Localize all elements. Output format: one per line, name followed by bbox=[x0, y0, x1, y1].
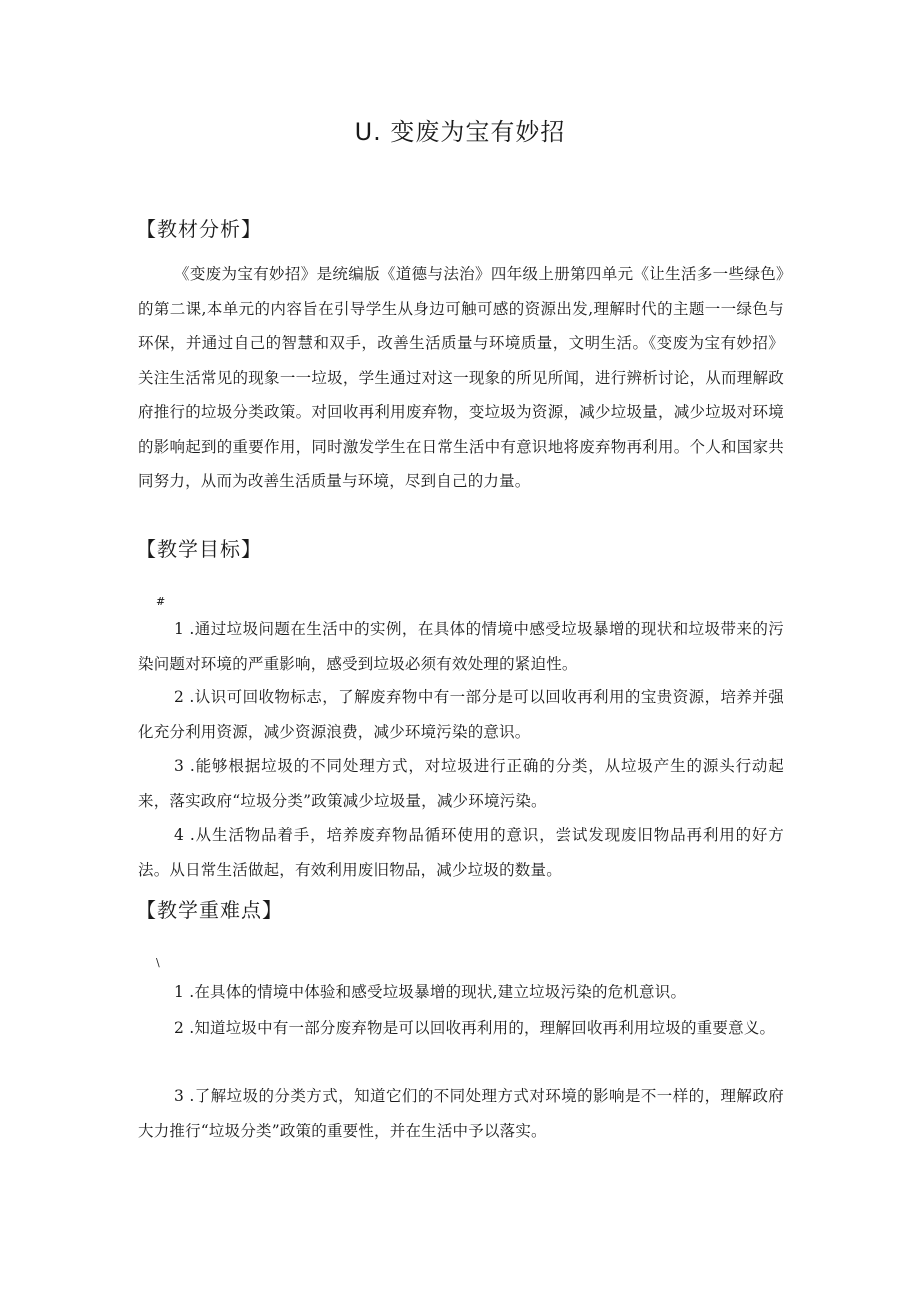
goal-item-3: 3 .能够根据垃圾的不同处理方式，对垃圾进行正确的分类，从垃圾产生的源头行动起来，落实政府“垃圾分类”政策减少垃圾量，减少环境污染。 bbox=[138, 757, 784, 810]
section-heading-teaching-goals: 【教学目标】 bbox=[136, 537, 262, 561]
goal-item-2: 2 .认识可回收物标志，了解废弃物中有一部分是可以回收再利用的宝贵资源，培养并强化充分利用资源，减少资源浪费，减少环境污染的意识。 bbox=[138, 688, 784, 741]
section-heading-key-difficulties: 【教学重难点】 bbox=[136, 898, 283, 922]
stray-mark: \ bbox=[156, 956, 160, 969]
goal-item-4: 4 .从生活物品着手，培养废弃物品循环使用的意识，尝试发现废旧物品再利用的好方法。从日常生活做起，有效利用废旧物品，减少垃圾的数量。 bbox=[138, 826, 784, 879]
textbook-analysis-paragraph: 《变废为宝有妙招》是统编版《道德与法治》四年级上册第四单元《让生活多一些绿色》的第二课,本单元的内容旨在引导学生从身边可触可感的资源出发,理解时代的主题一一绿色与环保，并通过自己的智慧和双手，改善生活质量与环境质量，文明生活。《变废为宝有妙招》关注生活常见的现象一一垃圾，学生通过对这一现象的所见所闻，进行辨析讨论，从而理解政府推行的垃圾分类政策。对回收再利用废弃物，变垃圾为资源，减少垃圾量，减少垃圾对环境的影响起到的重要作用，同时激发学生在日常生活中有意识地将废弃物再利用。个人和国家共同努力，从而为改善生活质量与环境，尽到自己的力量。 bbox=[138, 265, 784, 490]
stray-mark: # bbox=[156, 595, 166, 608]
key-point-item-1: 1 .在具体的情境中体验和感受垃圾暴增的现状,建立垃圾污染的危机意识。 bbox=[174, 983, 687, 1001]
document-title: U. 变废为宝有妙招 bbox=[354, 118, 566, 146]
section-heading-textbook-analysis: 【教材分析】 bbox=[136, 217, 262, 241]
key-point-item-3: 3 .了解垃圾的分类方式，知道它们的不同处理方式对环境的影响是不一样的，理解政府大力推行“垃圾分类”政策的重要性，并在生活中予以落实。 bbox=[138, 1087, 784, 1140]
goal-item-1: 1 .通过垃圾问题在生活中的实例，在具体的情境中感受垃圾暴增的现状和垃圾带来的污染问题对环境的严重影响，感受到垃圾必须有效处理的紧迫性。 bbox=[138, 620, 784, 673]
key-point-item-2: 2 .知道垃圾中有一部分废弃物是可以回收再利用的，理解回收再利用垃圾的重要意义。 bbox=[174, 1019, 776, 1037]
